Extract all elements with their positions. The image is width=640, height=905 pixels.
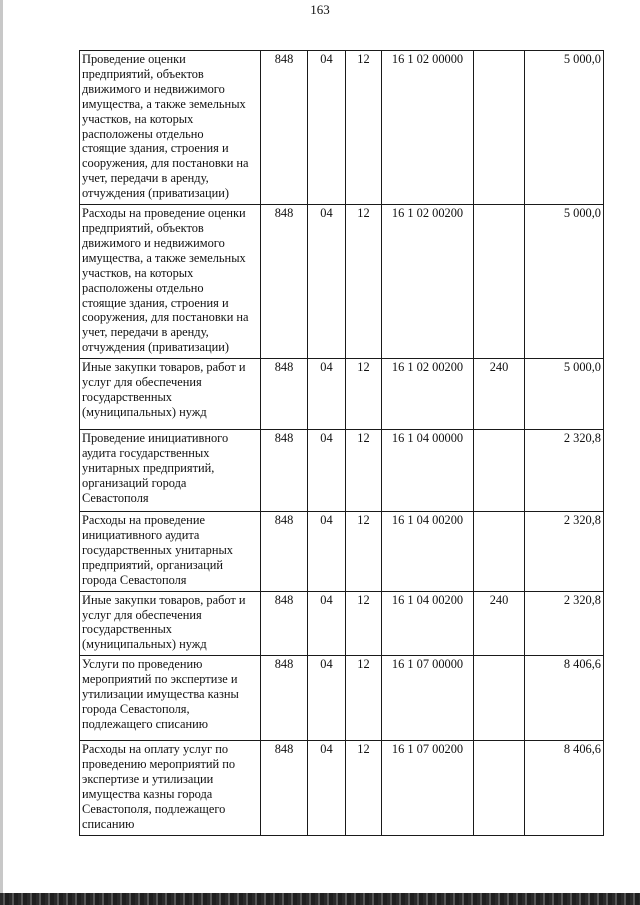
- cell-ministry: 848: [261, 359, 308, 430]
- table-row: [80, 205, 604, 359]
- cell-subsection: 12: [346, 741, 382, 835]
- name-line: Иные закупки товаров, работ и: [82, 592, 246, 607]
- name-line: проведению мероприятий по: [82, 757, 236, 772]
- page-number: 163: [310, 2, 330, 17]
- name-line: организаций города: [82, 475, 187, 490]
- name-line: предприятий, объектов: [82, 66, 204, 81]
- cell-subsection: 12: [346, 656, 382, 741]
- cell-expense-type: 240: [474, 591, 525, 656]
- name-line: стоящие здания, строения и: [82, 141, 229, 156]
- cell-amount: 2 320,8: [525, 591, 604, 656]
- cell-ministry: 848: [261, 591, 308, 656]
- cell-amount: 8 406,6: [525, 656, 604, 741]
- name-line: Расходы на проведение: [82, 513, 205, 528]
- cell-section: 04: [308, 591, 346, 656]
- name-line: предприятий, объектов: [82, 220, 204, 235]
- cell-target-article: 16 1 07 00000: [382, 656, 474, 741]
- cell-ministry: 848: [261, 741, 308, 835]
- name-line: государственных унитарных: [82, 542, 233, 557]
- name-line: Севастополя, подлежащего: [82, 801, 226, 816]
- table-row: [80, 359, 604, 430]
- name-line: учет, передачи в аренду,: [82, 171, 209, 186]
- cell-ministry: 848: [261, 430, 308, 512]
- table-body: [80, 51, 604, 836]
- cell-name: [80, 359, 261, 430]
- name-line: инициативного аудита: [82, 528, 200, 543]
- cell-amount: 2 320,8: [525, 512, 604, 592]
- cell-expense-type: [474, 430, 525, 512]
- name-line: отчуждения (приватизации): [82, 340, 230, 355]
- cell-name: [80, 741, 261, 835]
- table-row: [80, 51, 604, 205]
- cell-amount: 8 406,6: [525, 741, 604, 835]
- cell-ministry: 848: [261, 512, 308, 592]
- name-line: аудита государственных: [82, 446, 210, 461]
- cell-subsection: 12: [346, 591, 382, 656]
- cell-section: 04: [308, 51, 346, 205]
- cell-amount: 5 000,0: [525, 205, 604, 359]
- scan-edge-left: [0, 0, 3, 893]
- name-line: Расходы на проведение оценки: [82, 206, 246, 221]
- name-line: Проведение оценки: [82, 52, 186, 66]
- cell-target-article: 16 1 02 00200: [382, 205, 474, 359]
- cell-name: [80, 51, 261, 205]
- scan-edge-bottom: [0, 893, 640, 905]
- cell-subsection: 12: [346, 512, 382, 592]
- name-line: утилизации имущества казны: [82, 687, 239, 702]
- cell-target-article: 16 1 02 00000: [382, 51, 474, 205]
- cell-expense-type: [474, 656, 525, 741]
- cell-ministry: 848: [261, 51, 308, 205]
- name-line: учет, передачи в аренду,: [82, 325, 209, 340]
- cell-ministry: 848: [261, 205, 308, 359]
- cell-subsection: 12: [346, 430, 382, 512]
- name-line: Иные закупки товаров, работ и: [82, 360, 246, 375]
- name-line: Услуги по проведению: [82, 657, 203, 672]
- name-line: мероприятий по экспертизе и: [82, 672, 238, 687]
- name-line: государственных: [82, 622, 173, 637]
- name-line: государственных: [82, 389, 173, 404]
- cell-section: 04: [308, 741, 346, 835]
- cell-amount: 2 320,8: [525, 430, 604, 512]
- name-line: участков, на которых: [82, 111, 194, 126]
- name-line: движимого и недвижимого: [82, 81, 225, 96]
- cell-ministry: 848: [261, 656, 308, 741]
- name-line: Севастополя: [82, 490, 149, 505]
- name-line: города Севастополя: [82, 572, 187, 587]
- name-line: Проведение инициативного: [82, 431, 229, 446]
- cell-amount: 5 000,0: [525, 359, 604, 430]
- table-row: [80, 591, 604, 656]
- name-line: унитарных предприятий,: [82, 460, 215, 475]
- cell-name: [80, 591, 261, 656]
- name-line: сооружения, для постановки на: [82, 156, 249, 171]
- cell-target-article: 16 1 07 00200: [382, 741, 474, 835]
- cell-section: 04: [308, 205, 346, 359]
- cell-expense-type: [474, 512, 525, 592]
- name-line: услуг для обеспечения: [82, 607, 202, 622]
- name-line: Расходы на оплату услуг по: [82, 742, 229, 757]
- name-line: расположены отдельно: [82, 280, 204, 295]
- name-line: сооружения, для постановки на: [82, 310, 249, 325]
- name-line: списанию: [82, 816, 135, 831]
- name-line: участков, на которых: [82, 265, 194, 280]
- name-line: (муниципальных) нужд: [82, 637, 207, 652]
- cell-target-article: 16 1 04 00200: [382, 591, 474, 656]
- cell-section: 04: [308, 656, 346, 741]
- cell-subsection: 12: [346, 51, 382, 205]
- budget-table: [79, 50, 604, 836]
- name-line: предприятий, организаций: [82, 557, 224, 572]
- table-row: [80, 741, 604, 835]
- cell-name: [80, 512, 261, 592]
- name-line: стоящие здания, строения и: [82, 295, 229, 310]
- cell-section: 04: [308, 430, 346, 512]
- cell-amount: 5 000,0: [525, 51, 604, 205]
- name-line: отчуждения (приватизации): [82, 186, 230, 201]
- cell-target-article: 16 1 04 00200: [382, 512, 474, 592]
- cell-name: [80, 430, 261, 512]
- table-row: [80, 656, 604, 741]
- cell-target-article: 16 1 04 00000: [382, 430, 474, 512]
- name-line: услуг для обеспечения: [82, 375, 202, 390]
- name-line: имущества, а также земельных: [82, 250, 246, 265]
- cell-section: 04: [308, 359, 346, 430]
- cell-target-article: 16 1 02 00200: [382, 359, 474, 430]
- name-line: расположены отдельно: [82, 126, 204, 141]
- cell-expense-type: 240: [474, 359, 525, 430]
- cell-expense-type: [474, 51, 525, 205]
- name-line: движимого и недвижимого: [82, 235, 225, 250]
- cell-name: [80, 656, 261, 741]
- cell-name: [80, 205, 261, 359]
- table-row: [80, 430, 604, 512]
- name-line: экспертизе и утилизации: [82, 772, 214, 787]
- name-line: имущества казны города: [82, 787, 213, 801]
- cell-subsection: 12: [346, 205, 382, 359]
- table-row: [80, 512, 604, 592]
- name-line: города Севастополя,: [82, 702, 190, 716]
- name-line: (муниципальных) нужд: [82, 404, 207, 419]
- cell-section: 04: [308, 512, 346, 592]
- name-line: подлежащего списанию: [82, 716, 209, 731]
- cell-expense-type: [474, 205, 525, 359]
- cell-expense-type: [474, 741, 525, 835]
- name-line: имущества, а также земельных: [82, 96, 246, 111]
- cell-subsection: 12: [346, 359, 382, 430]
